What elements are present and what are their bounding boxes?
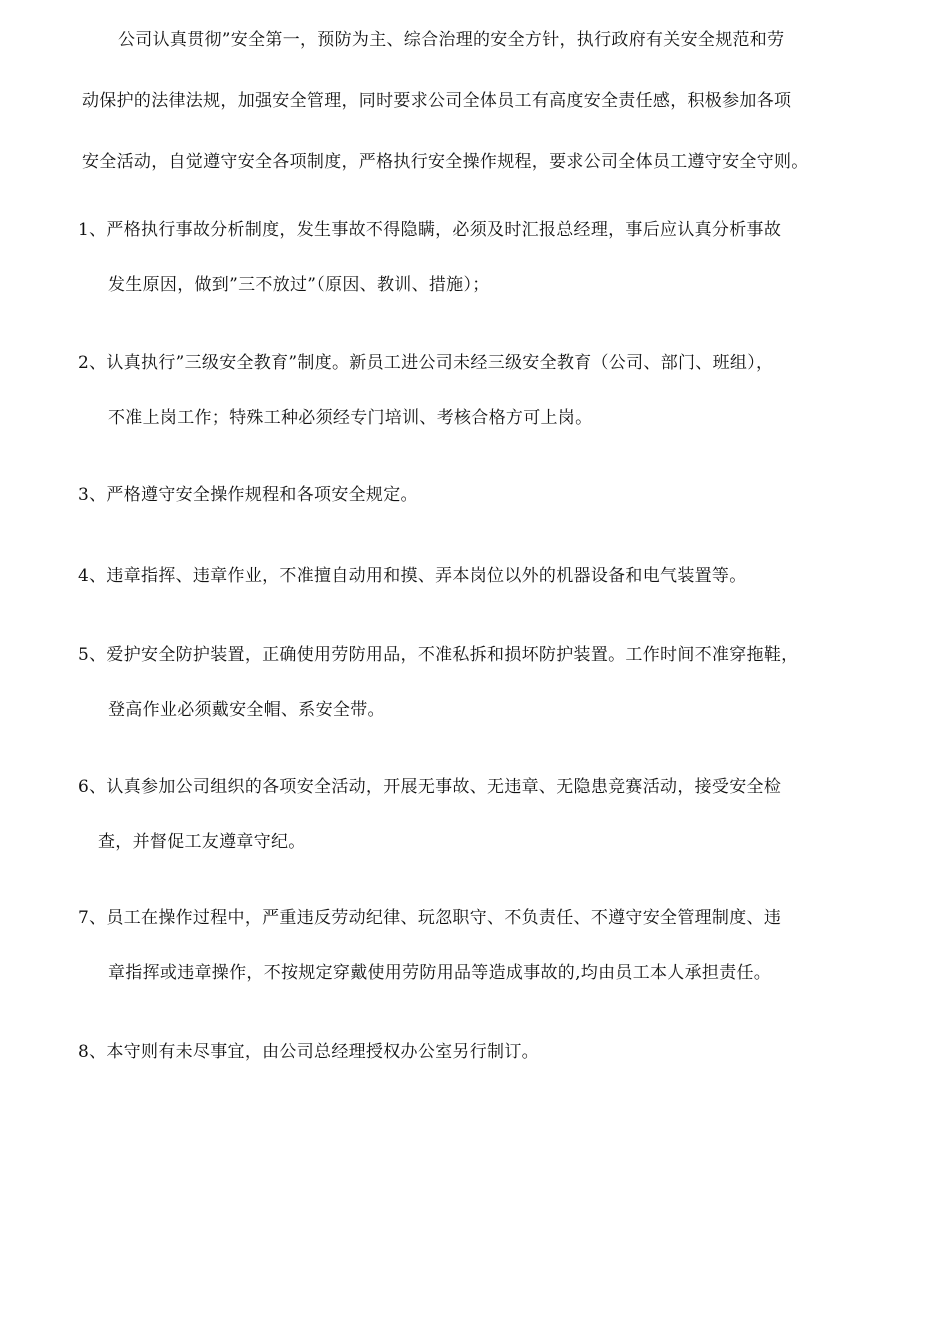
rule-line	[78, 351, 878, 375]
rule-text: 认真参加公司组织的各项安全活动，开展无事故、无违章、无隐患竞赛活动，接受安全检	[106, 777, 782, 797]
rule-line: 章指挥或违章操作，不按规定穿戴使用劳防用品等造成事故的,均由员工本人承担责任。	[108, 963, 772, 983]
rule-item-4	[78, 564, 878, 588]
rule-item-1	[78, 218, 878, 297]
rule-item-3	[78, 483, 878, 507]
rule-item-7	[78, 906, 878, 985]
rule-line	[78, 775, 878, 799]
rule-number: 6、	[78, 777, 107, 797]
rule-number: 1、	[78, 220, 107, 240]
rule-line: 不准上岗工作；特殊工种必须经专门培训、考核合格方可上岗。	[108, 408, 593, 428]
rule-number: 7、	[78, 908, 107, 928]
rule-text: 认真执行”三级安全教育”制度。新员工进公司未经三级安全教育（公司、部门、班组），	[106, 353, 774, 373]
rule-number: 8、	[78, 1042, 107, 1062]
rule-line: 查，并督促工友遵章守纪。	[98, 832, 306, 852]
rule-number: 5、	[78, 645, 107, 665]
rule-item-6	[78, 775, 878, 854]
rule-line	[78, 483, 878, 507]
rule-text: 严格遵守安全操作规程和各项安全规定。	[106, 485, 418, 505]
rule-text: 严格执行事故分析制度，发生事故不得隐瞒，必须及时汇报总经理，事后应认真分析事故	[106, 220, 782, 240]
rule-line: 登高作业必须戴安全帽、系安全带。	[108, 700, 385, 720]
rule-number: 2、	[78, 353, 107, 373]
rule-text: 违章指挥、违章作业，不准擅自动用和摸、弄本岗位以外的机器设备和电气装置等。	[106, 566, 747, 586]
rule-text: 员工在操作过程中，严重违反劳动纪律、玩忽职守、不负责任、不遵守安全管理制度、违	[106, 908, 782, 928]
rule-item-2	[78, 351, 878, 430]
rule-line	[78, 906, 878, 930]
rule-text: 爱护安全防护装置，正确使用劳防用品，不准私拆和损坏防护装置。工作时间不准穿拖鞋，	[106, 645, 799, 665]
rule-number: 4、	[78, 566, 107, 586]
intro-line: 动保护的法律法规，加强安全管理，同时要求公司全体员工有高度安全责任感，积极参加各项	[82, 91, 792, 111]
intro-paragraph	[82, 28, 878, 174]
rule-text: 本守则有未尽事宜，由公司总经理授权办公室另行制订。	[106, 1042, 539, 1062]
rule-line	[78, 218, 878, 242]
rule-line	[78, 1040, 878, 1064]
rule-item-5	[78, 643, 878, 722]
rule-number: 3、	[78, 485, 107, 505]
intro-line: 公司认真贯彻”安全第一，预防为主、综合治理的安全方针，执行政府有关安全规范和劳	[118, 30, 785, 50]
rule-line	[78, 564, 878, 588]
rule-item-8	[78, 1040, 878, 1064]
intro-line: 安全活动，自觉遵守安全各项制度，严格执行安全操作规程，要求公司全体员工遵守安全守则。	[82, 152, 809, 172]
rule-line	[78, 643, 878, 667]
rule-line: 发生原因，做到”三不放过”（原因、教训、措施）；	[108, 275, 490, 295]
